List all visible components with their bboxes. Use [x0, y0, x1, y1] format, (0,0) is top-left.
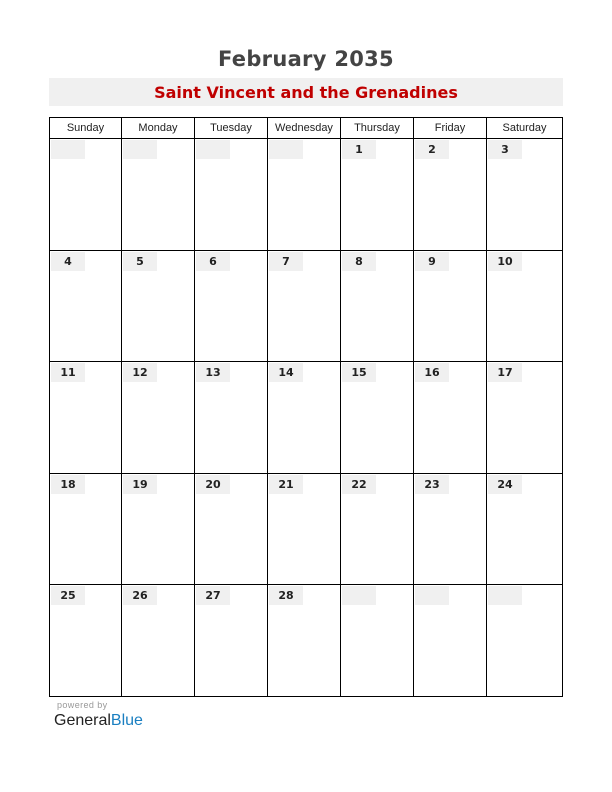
day-number: 12 [123, 363, 157, 382]
day-cell[interactable] [487, 585, 563, 697]
day-cell[interactable] [414, 585, 487, 697]
day-cell[interactable] [50, 251, 122, 363]
day-cell[interactable] [195, 362, 268, 474]
day-cell[interactable] [50, 585, 122, 697]
day-cell[interactable] [268, 474, 341, 586]
day-number: 22 [342, 475, 376, 494]
day-cell[interactable] [122, 585, 195, 697]
day-cell[interactable] [268, 585, 341, 697]
day-number: 28 [269, 586, 303, 605]
day-number: 14 [269, 363, 303, 382]
day-cell[interactable] [487, 251, 563, 363]
day-number: 17 [488, 363, 522, 382]
weekday-header: Sunday [50, 118, 122, 139]
day-cell[interactable] [195, 139, 268, 251]
day-cell[interactable] [50, 139, 122, 251]
day-number: 1 [342, 140, 376, 159]
day-number: 9 [415, 252, 449, 271]
day-number: 21 [269, 475, 303, 494]
day-number: 8 [342, 252, 376, 271]
weekday-header: Monday [122, 118, 195, 139]
day-number: 15 [342, 363, 376, 382]
day-number: 6 [196, 252, 230, 271]
day-number [488, 586, 522, 605]
day-number [51, 140, 85, 159]
weekday-header: Thursday [341, 118, 414, 139]
day-number [342, 586, 376, 605]
day-cell[interactable] [268, 362, 341, 474]
day-number [196, 140, 230, 159]
day-number: 10 [488, 252, 522, 271]
week-row [50, 474, 563, 586]
day-cell[interactable] [50, 362, 122, 474]
weekday-header: Saturday [487, 118, 563, 139]
day-cell[interactable] [487, 362, 563, 474]
day-number: 3 [488, 140, 522, 159]
country-band [49, 78, 563, 106]
weekday-header: Friday [414, 118, 487, 139]
calendar-grid [49, 117, 563, 697]
generalblue-logo[interactable] [54, 712, 143, 730]
day-cell[interactable] [487, 139, 563, 251]
day-cell[interactable] [122, 362, 195, 474]
week-row [50, 362, 563, 474]
day-cell[interactable] [122, 139, 195, 251]
day-number: 11 [51, 363, 85, 382]
day-cell[interactable] [414, 362, 487, 474]
day-cell[interactable] [414, 474, 487, 586]
week-row [50, 585, 563, 697]
day-cell[interactable] [341, 362, 414, 474]
day-number: 19 [123, 475, 157, 494]
day-cell[interactable] [195, 474, 268, 586]
day-cell[interactable] [195, 585, 268, 697]
day-number: 23 [415, 475, 449, 494]
day-number: 4 [51, 252, 85, 271]
day-cell[interactable] [122, 474, 195, 586]
day-cell[interactable] [268, 139, 341, 251]
day-number: 13 [196, 363, 230, 382]
day-number: 7 [269, 252, 303, 271]
weekday-header: Wednesday [268, 118, 341, 139]
day-cell[interactable] [268, 251, 341, 363]
day-number [415, 586, 449, 605]
day-cell[interactable] [414, 139, 487, 251]
day-number: 26 [123, 586, 157, 605]
weekday-header: Tuesday [195, 118, 268, 139]
day-cell[interactable] [341, 139, 414, 251]
day-cell[interactable] [487, 474, 563, 586]
week-row [50, 139, 563, 251]
day-cell[interactable] [341, 585, 414, 697]
day-cell[interactable] [414, 251, 487, 363]
day-number: 18 [51, 475, 85, 494]
day-number: 2 [415, 140, 449, 159]
day-number: 5 [123, 252, 157, 271]
page-title: February 2035 [218, 47, 394, 71]
weekday-header-row [50, 118, 563, 139]
day-number: 20 [196, 475, 230, 494]
brand-blue: Blue [110, 712, 143, 729]
day-cell[interactable] [341, 251, 414, 363]
day-number: 24 [488, 475, 522, 494]
day-cell[interactable] [122, 251, 195, 363]
day-number [269, 140, 303, 159]
country-name: Saint Vincent and the Grenadines [154, 83, 458, 102]
day-number: 27 [196, 586, 230, 605]
day-cell[interactable] [50, 474, 122, 586]
powered-by-label: powered by [57, 700, 108, 710]
week-row [50, 251, 563, 363]
brand-general: General [54, 712, 111, 729]
day-number: 25 [51, 586, 85, 605]
day-cell[interactable] [195, 251, 268, 363]
day-number: 16 [415, 363, 449, 382]
day-cell[interactable] [341, 474, 414, 586]
day-number [123, 140, 157, 159]
